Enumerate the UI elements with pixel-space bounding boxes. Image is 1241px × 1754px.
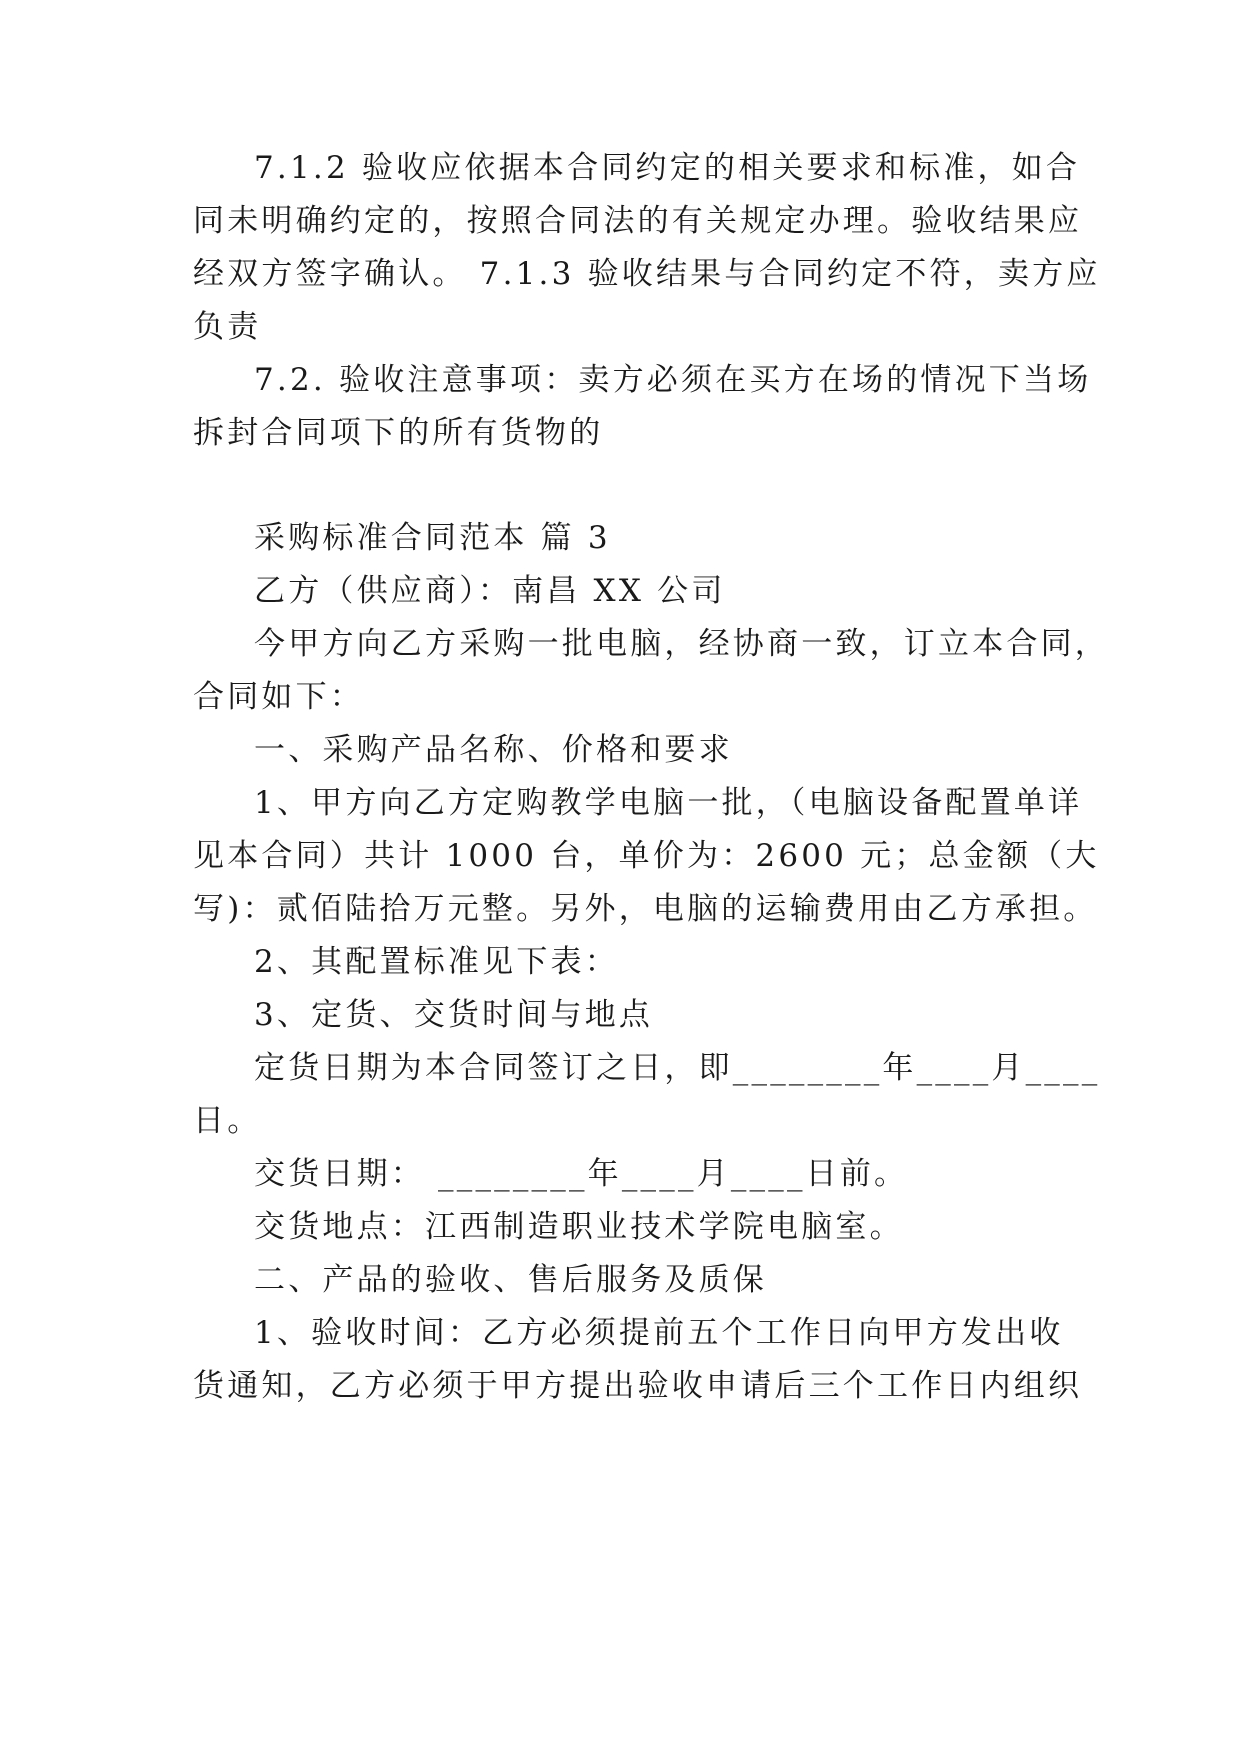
paragraph-line: 写)：贰佰陆拾万元整。另外，电脑的运输费用由乙方承担。 bbox=[193, 891, 1098, 927]
paragraph-line: 交货地点：江西制造职业技术学院电脑室。 bbox=[254, 1209, 904, 1245]
paragraph-line: 经双方签字确认。 7.1.3 验收结果与合同约定不符，卖方应 bbox=[193, 256, 1101, 292]
section-title: 二、产品的验收、售后服务及质保 bbox=[254, 1262, 767, 1298]
paragraph-line: 2、其配置标准见下表： bbox=[254, 944, 619, 980]
paragraph-line: 3、定货、交货时间与地点 bbox=[254, 997, 654, 1033]
paragraph-line: 见本合同）共计 1000 台，单价为：2600 元；总金额（大 bbox=[193, 838, 1100, 874]
section-title: 一、采购产品名称、价格和要求 bbox=[254, 732, 733, 768]
paragraph-line: 1、验收时间：乙方必须提前五个工作日向甲方发出收 bbox=[254, 1315, 1064, 1351]
paragraph-line: 合同如下： bbox=[193, 679, 364, 715]
paragraph-line: 定货日期为本合同签订之日，即________年____月____ bbox=[254, 1050, 1101, 1086]
paragraph-line: 1、甲方向乙方定购教学电脑一批，（电脑设备配置单详 bbox=[254, 785, 1083, 821]
party-b-line: 乙方（供应商）：南昌 XX 公司 bbox=[254, 573, 726, 609]
paragraph-line: 7.1.2 验收应依据本合同约定的相关要求和标准，如合 bbox=[254, 150, 1081, 186]
paragraph-line: 日。 bbox=[193, 1103, 262, 1139]
paragraph-line: 负责 bbox=[193, 309, 262, 345]
paragraph-line: 同未明确约定的，按照合同法的有关规定办理。验收结果应 bbox=[193, 203, 1083, 239]
paragraph-line: 交货日期： ________年____月____日前。 bbox=[254, 1156, 909, 1192]
paragraph-line: 今甲方向乙方采购一批电脑，经协商一致，订立本合同， bbox=[254, 626, 1109, 662]
article-heading: 采购标准合同范本 篇 3 bbox=[254, 520, 611, 556]
paragraph-line: 货通知，乙方必须于甲方提出验收申请后三个工作日内组织 bbox=[193, 1368, 1083, 1404]
paragraph-line: 7.2. 验收注意事项：卖方必须在买方在场的情况下当场 bbox=[254, 362, 1092, 398]
paragraph-line: 拆封合同项下的所有货物的 bbox=[193, 415, 604, 451]
